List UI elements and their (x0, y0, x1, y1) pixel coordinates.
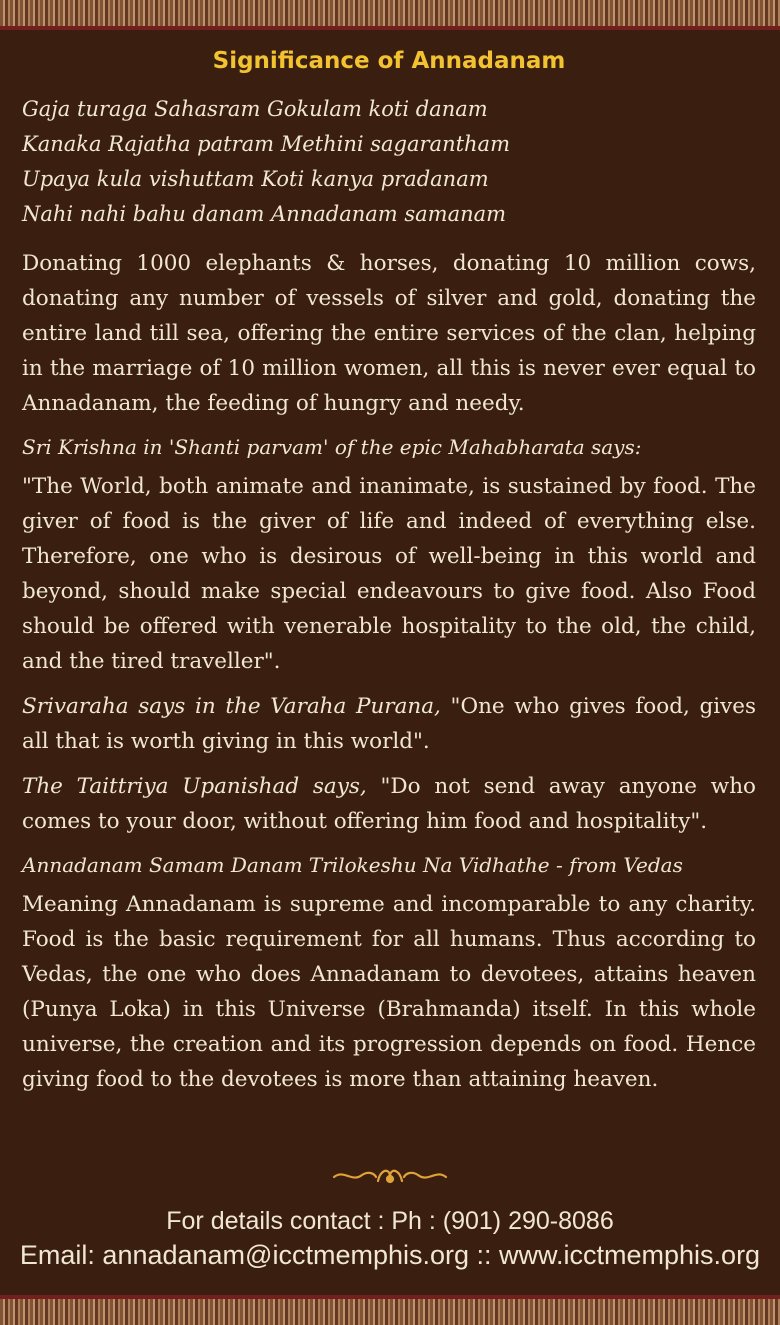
verse-line: Kanaka Rajatha patram Methini sagarantham (22, 132, 510, 156)
varaha-quote: "One who gives food, gives all that is worth giving in this world". (22, 694, 756, 754)
verse-line: Nahi nahi bahu danam Annadanam samanam (22, 202, 507, 226)
taittriya-paragraph (22, 769, 756, 839)
verse-line: Gaja turaga Sahasram Gokulam koti danam (22, 97, 488, 121)
verse-meaning: Donating 1000 elephants & horses, donating 10 million cows, donating any number of vessels of silver and gold, donating the entire land till sea, offering the entire services of the clan, helping in the marriage of 10 million women, all this is never ever equal to Annadanam, the feeding of hungry and needy. (22, 251, 756, 416)
krishna-citation: Sri Krishna in 'Shanti parvam' of the epic Mahabharata says: (22, 435, 642, 459)
sanskrit-verse (22, 92, 756, 232)
vedas-citation: Annadanam Samam Danam Trilokeshu Na Vidhathe - from Vedas (22, 853, 683, 877)
krishna-quote: "The World, both animate and inanimate, is sustained by food. The giver of food is the giver of life and indeed of everything else. Therefore, one who is desirous of well-being in this world and beyond, should make special endeavours to give food. Also Food should be offered with venerable hospitality to the old, the child, and the tired traveller". (22, 474, 756, 674)
taittriya-source: The Taittriya Upanishad says, (22, 774, 367, 799)
verse-line: Upaya kula vishuttam Koti kanya pradanam (22, 167, 489, 191)
contact-phone: For details contact : Ph : (901) 290-8086 (166, 1207, 614, 1235)
decorative-border-bottom (0, 1295, 780, 1325)
varaha-source: Srivaraha says in the Varaha Purana, (22, 694, 441, 719)
page-title: Significance of Annadanam (212, 48, 566, 74)
contact-email-website: Email: annadanam@icctmemphis.org :: www.icctmemphis.org (19, 1240, 761, 1270)
decorative-border-top (0, 0, 780, 30)
vedas-meaning: Meaning Annadanam is supreme and incomparable to any charity. Food is the basic requirement for all humans. Thus according to Vedas, the one who does Annadanam to devotees, attains heaven (Punya Loka) in this Universe (Brahmanda) itself. In this whole universe, the creation and its progression depends on food. Hence giving food to the devotees is more than attaining heaven. (22, 892, 756, 1092)
varaha-purana-paragraph (22, 689, 756, 759)
taittriya-quote: "Do not send away anyone who comes to your door, without offering him food and hospitality". (22, 774, 756, 834)
main-content (22, 48, 756, 1107)
flourish-ornament-icon (330, 1163, 450, 1189)
